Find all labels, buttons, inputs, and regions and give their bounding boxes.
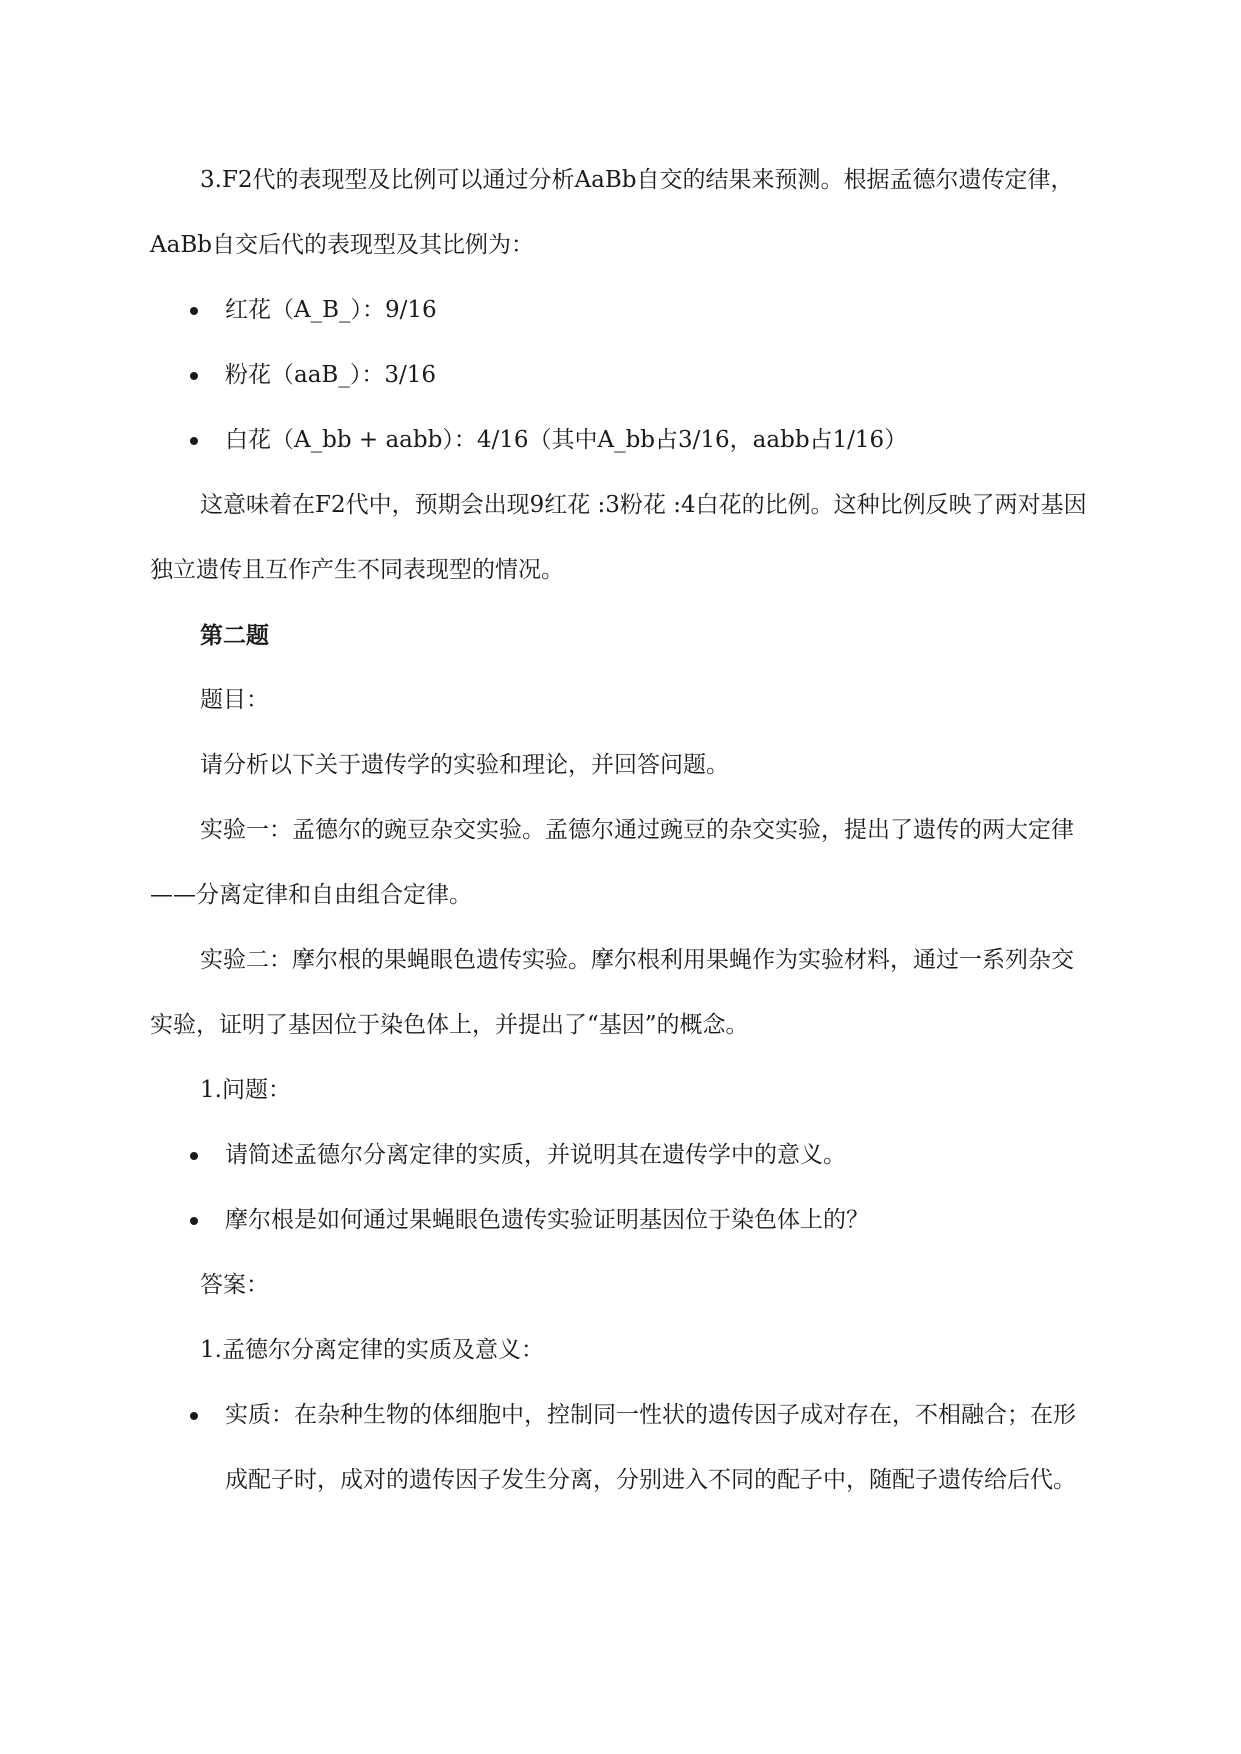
list-item bbox=[150, 408, 1090, 473]
list-item-text: 摩尔根是如何通过果蝇眼色遗传实验证明基因位于染色体上的？ bbox=[225, 1207, 869, 1233]
f2-prediction-paragraph: 3.F2代的表现型及比例可以通过分析AaBb自交的结果来预测。根据孟德尔遗传定律，AaBb自交后代的表现型及其比例为： bbox=[150, 167, 1074, 258]
answer-one-label: 1.孟德尔分离定律的实质及意义： bbox=[200, 1337, 544, 1363]
instruction-text: 请分析以下关于遗传学的实验和理论，并回答问题。 bbox=[200, 752, 729, 778]
list-item bbox=[150, 1123, 1090, 1188]
bullet-icon bbox=[190, 307, 198, 315]
bullet-icon bbox=[190, 1412, 198, 1420]
list-item bbox=[150, 343, 1090, 408]
ratio-conclusion-paragraph: 这意味着在F2代中，预期会出现9红花 :3粉花 :4白花的比例。这种比例反映了两对基因独立遗传且互作产生不同表现型的情况。 bbox=[150, 492, 1087, 583]
problems-list bbox=[150, 1123, 1090, 1253]
document-body bbox=[150, 148, 1090, 1513]
bullet-icon bbox=[190, 1217, 198, 1225]
experiment-one-paragraph: 实验一：孟德尔的豌豆杂交实验。孟德尔通过豌豆的杂交实验，提出了遗传的两大定律——分离定律和自由组合定律。 bbox=[150, 817, 1074, 908]
list-item-text: 红花（A_B_）：9/16 bbox=[225, 297, 437, 323]
list-item bbox=[150, 278, 1090, 343]
experiment-two-paragraph: 实验二：摩尔根的果蝇眼色遗传实验。摩尔根利用果蝇作为实验材料，通过一系列杂交实验，证明了基因位于染色体上，并提出了“基因”的概念。 bbox=[150, 947, 1074, 1038]
section-heading: 第二题 bbox=[200, 622, 269, 649]
list-item-text: 实质：在杂种生物的体细胞中，控制同一性状的遗传因子成对存在，不相融合；在形成配子时，成对的遗传因子发生分离，分别进入不同的配子中，随配子遗传给后代。 bbox=[225, 1402, 1076, 1493]
question-label: 题目： bbox=[200, 687, 269, 713]
bullet-icon bbox=[190, 437, 198, 445]
list-item bbox=[150, 1383, 1090, 1513]
list-item-text: 请简述孟德尔分离定律的实质，并说明其在遗传学中的意义。 bbox=[225, 1142, 846, 1168]
answer-one-list bbox=[150, 1383, 1090, 1513]
bullet-icon bbox=[190, 1152, 198, 1160]
list-item-text: 白花（A_bb + aabb）：4/16（其中A_bb占3/16，aabb占1/16） bbox=[225, 427, 908, 453]
problems-label: 1.问题： bbox=[200, 1077, 291, 1103]
answer-label: 答案： bbox=[200, 1272, 269, 1298]
list-item bbox=[150, 1188, 1090, 1253]
phenotype-ratio-list bbox=[150, 278, 1090, 473]
list-item-text: 粉花（aaB_）：3/16 bbox=[225, 362, 436, 388]
bullet-icon bbox=[190, 372, 198, 380]
